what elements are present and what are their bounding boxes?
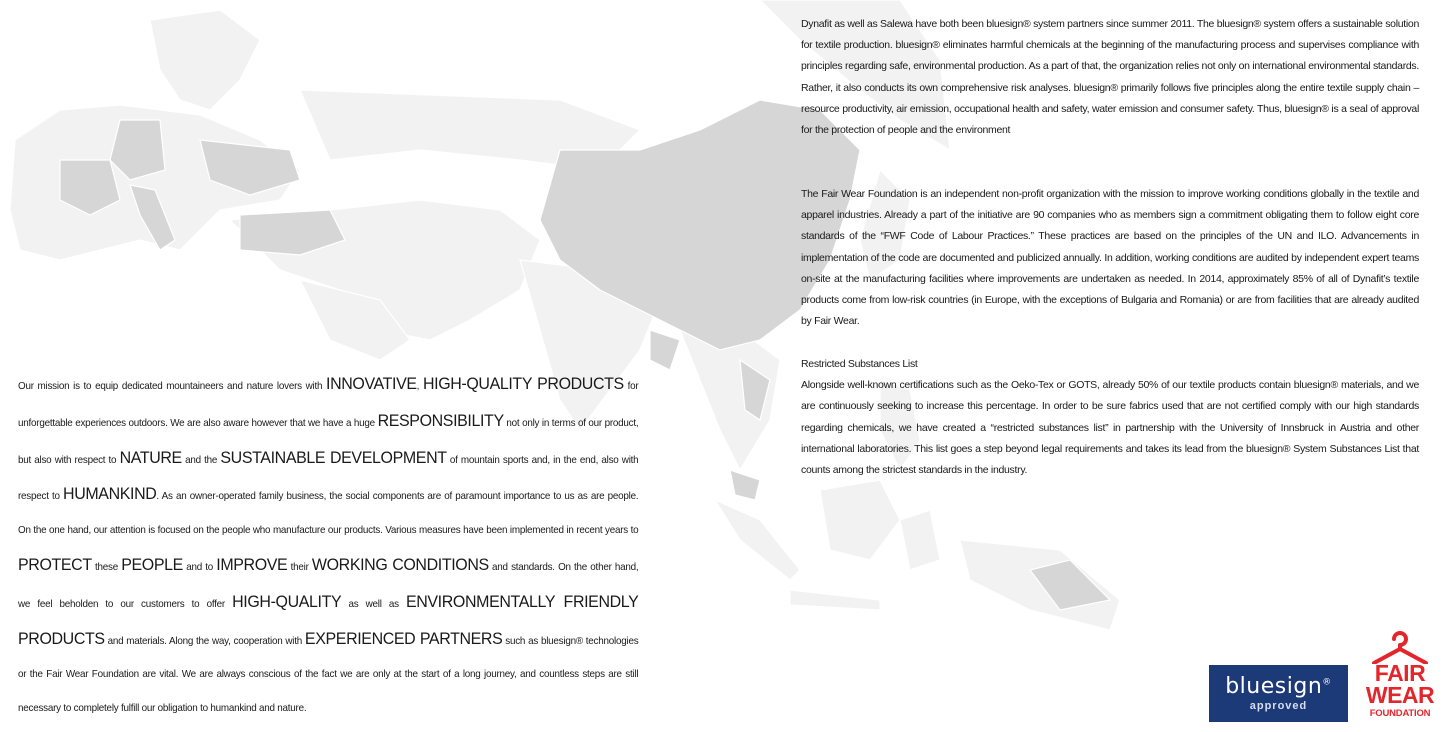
mission-emphasis: EXPERIENCED PARTNERS	[304, 628, 503, 648]
fwf-line-foundation: FOUNDATION	[1369, 708, 1431, 719]
bluesign-approved-label: approved	[1249, 700, 1308, 712]
mission-emphasis: SUSTAINABLE DEVELOPMENT	[220, 447, 447, 467]
mission-text: as well as	[341, 597, 406, 610]
mission-text: and to	[182, 560, 217, 573]
map-myanmar	[650, 330, 680, 370]
map-sulawesi	[900, 510, 940, 570]
bluesign-approved-logo	[1209, 665, 1348, 722]
mission-emphasis: HUMANKIND	[63, 484, 157, 504]
bluesign-paragraph: Dynafit as well as Salewa have both been bluesign® system partners since summer 2011. The bluesign® system offers a sustainable solution for textile production. bluesign® eliminates harmful chemicals at the beginning of the manufacturing process and supervises compliance with principles regarding safe, environmental production. As a part of that, the organization relies not only on international environmental standards. Rather, it also conducts its own comprehensive risk analyses. bluesign® primarily follows five principles along the entire textile supply chain – resource productivity, air emission, occupational health and safety, water emission and consumer safety. Thus, bluesign® is a seal of approval for the protection of people and the environment	[801, 18, 1419, 137]
mission-text: such as bluesign® technologies or the Fair Wear Foundation are vital. We are always conscious of the fact we are only at the start of a long journey, and countless steps are still necessary to completely fulfill our obligation to humankind and nature.	[18, 634, 639, 715]
mission-text: their	[287, 560, 312, 573]
map-sumatra	[715, 500, 800, 580]
mission-text: and standards. On the other hand, we feel beholden to our customers to offer	[18, 560, 639, 610]
mission-emphasis: ENVIRONMENTALLY FRIENDLY PRODUCTS	[18, 591, 639, 648]
mission-emphasis: PEOPLE	[121, 554, 183, 574]
restricted-substances-section	[801, 354, 1419, 481]
hanger-icon	[1364, 630, 1436, 664]
map-malaysia	[730, 470, 760, 500]
mission-text: these	[91, 560, 122, 573]
mission-text: and materials. Along the way, cooperation with	[104, 634, 305, 647]
mission-emphasis: PROTECT	[18, 554, 92, 574]
restricted-substances-paragraph: Alongside well-known certifications such as the Oeko-Tex or GOTS, already 50% of our textile products contain bluesign® materials, and we are continuously seeking to increase this percentage. In order to be sure fabrics used that are not certified comply with our high standards regarding chemicals, we have created a “restricted substances list” in partnership with the University of Innsbruck in Austria and other international laboratories. This list goes a step beyond legal requirements and takes its lead from the bluesign® System Substances List that counts among the strictest standards in the industry.	[801, 379, 1419, 477]
mission-text: . As an owner-operated family business, the social components are of paramount importance to us as are people. On the one hand, our attention is focused on the people who manufacture our products. Various measures have been implemented in recent years to	[18, 490, 639, 537]
mission-statement	[18, 367, 638, 726]
map-java	[790, 590, 880, 610]
mission-text: Our mission is to equip dedicated mountaineers and nature lovers with	[18, 380, 327, 392]
map-new-guinea	[960, 540, 1120, 630]
mission-emphasis: INNOVATIVE	[326, 374, 417, 393]
mission-emphasis: HIGH-QUALITY PRODUCTS	[422, 374, 624, 393]
map-borneo	[820, 480, 900, 560]
mission-emphasis: HIGH-QUALITY	[232, 591, 342, 611]
mission-text: not only in terms of our product, but also with respect to	[18, 416, 639, 466]
mission-emphasis: RESPONSIBILITY	[377, 410, 504, 430]
fwf-line-fair: FAIR	[1374, 660, 1426, 686]
restricted-substances-heading: Restricted Substances List	[801, 358, 918, 370]
mission-text: ,	[416, 380, 423, 392]
mission-emphasis: NATURE	[119, 447, 182, 467]
mission-emphasis: WORKING CONDITIONS	[311, 554, 489, 574]
bluesign-wordmark: bluesign®	[1225, 674, 1332, 699]
mission-text: of mountain sports and, in the end, also with respect to	[18, 453, 639, 503]
fair-wear-paragraph: The Fair Wear Foundation is an independent non-profit organization with the mission to improve working conditions globally in the textile and apparel industries. Already a part of the initiative are 90 companies who as members sign a commitment obligating them to follow eight core standards of the “FWF Code of Labour Practices.” These practices are based on the principles of the UN and ILO. Advancements in implementation of the code are documented and publicized annually. In addition, working conditions are audited by independent expert teams on-site at the manufacturing facilities where improvements are undertaken as needed. In 2014, approximately 85% of all of Dynafit’s textile products come from low-risk countries (in Europe, with the exceptions of Bulgaria and Romania) or are from facilities that are already audited by Fair Wear.	[801, 188, 1419, 328]
fair-wear-foundation-logo	[1364, 630, 1436, 722]
fwf-line-wear: WEAR	[1365, 682, 1435, 708]
mission-text: for unforgettable experiences outdoors. We are also aware however that we have a huge	[18, 380, 639, 429]
mission-emphasis: IMPROVE	[216, 554, 288, 574]
map-scandinavia	[150, 10, 260, 110]
mission-text: and the	[181, 453, 221, 466]
